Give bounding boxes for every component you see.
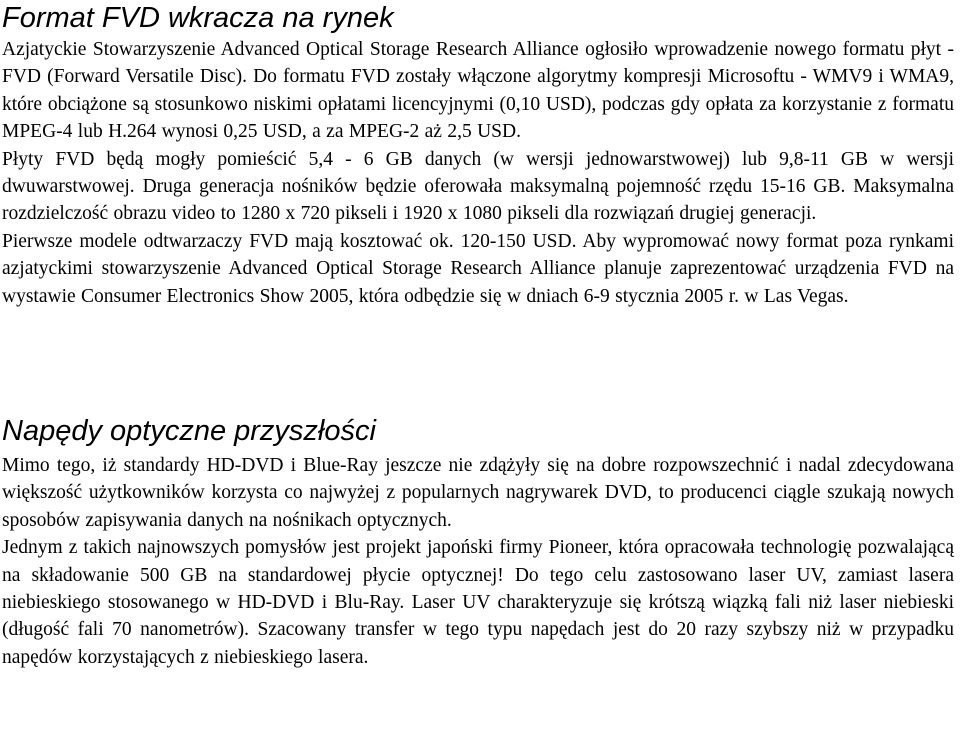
paragraph: Jednym z takich najnowszych pomysłów jest projekt japoński firmy Pioneer, która opracowała technologię pozwalającą na składowanie 500 GB na standardowej płycie optycznej! Do tego celu zastosowano laser UV, zamiast lasera niebieskiego stosowanego w HD-DVD i Blu-Ray. Laser UV charakteryzuje się krótszą wiązką fali niż laser niebieski (długość fali 70 nanometrów). Szacowany transfer w tego typu napędach jest do 20 razy szybszy niż w przypadku napędów korzystających z niebieskiego lasera.: [2, 537, 954, 668]
paragraph: Pierwsze modele odtwarzaczy FVD mają kosztować ok. 120-150 USD. Aby wypromować nowy format poza rynkami azjatyckimi stowarzyszenie Advanced Optical Storage Research Alliance planuje zaprezentować urządzenia FVD na wystawie Consumer Electronics Show 2005, która odbędzie się w dniach 6-9 stycznia 2005 r. w Las Vegas.: [2, 230, 954, 307]
paragraph: Mimo tego, iż standardy HD-DVD i Blue-Ray jeszcze nie zdążyły się na dobre rozpowszechnić i nadal zdecydowana większość użytkowników korzysta co najwyżej z popularnych nagrywarek DVD, to producenci ciągle szukają nowych sposobów zapisywania danych na nośnikach optycznych.: [2, 455, 954, 531]
section-optical-drives: [2, 400, 954, 671]
section-fvd-format: [2, 0, 954, 400]
paragraph: Azjatyckie Stowarzyszenie Advanced Optical Storage Research Alliance ogłosiło wprowadzenie nowego formatu płyt - FVD (Forward Versatile Disc). Do formatu FVD zostały włączone algorytmy kompresji Microsoftu - WMV9 i WMA9, które obciążone są stosunkowo niskimi opłatami licencyjnymi (0,10 USD), podczas gdy opłata za korzystanie z formatu MPEG-4 lub H.264 wynosi 0,25 USD, a za MPEG-2 aż 2,5 USD.: [2, 39, 954, 143]
section-title: Napędy optyczne przyszłości: [2, 415, 376, 447]
section-title: Format FVD wkracza na rynek: [2, 2, 394, 34]
paragraph: Płyty FVD będą mogły pomieścić 5,4 - 6 GB danych (w wersji jednowarstwowej) lub 9,8-11 GB w wersji dwuwarstwowej. Druga generacja nośników będzie oferowała maksymalną pojemność rzędu 15-16 GB. Maksymalna rozdzielczość obrazu video to 1280 x 720 pikseli i 1920 x 1080 pikseli dla rozwiązań drugiej generacji.: [2, 148, 954, 225]
